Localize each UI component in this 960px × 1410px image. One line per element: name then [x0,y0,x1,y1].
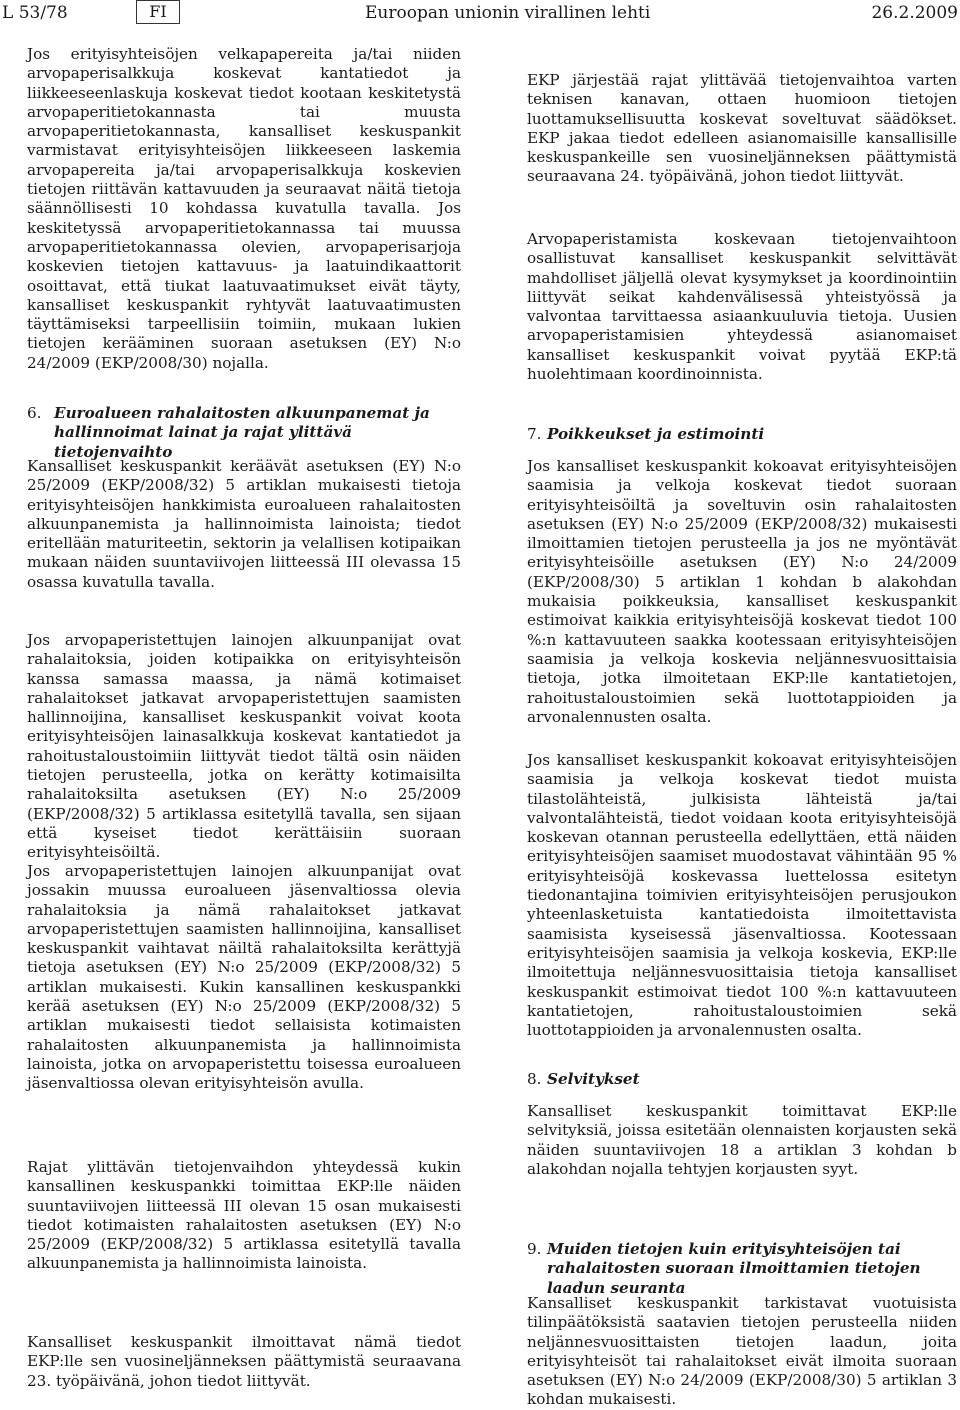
section-6-heading [27,404,461,462]
page-number: L 53/78 [2,3,68,23]
section-7-heading [527,425,957,444]
section-title: Poikkeukset ja estimointi [547,425,765,443]
right-paragraph-6 [527,1294,957,1410]
paragraph-text: Kansalliset keskuspankit ilmoittavat nämä tiedot EKP:lle sen vuosineljänneksen päättymistä seuraavana 23. työpäivänä, johon tiedot liittyvät. [27,1333,461,1390]
section-number: 7. [527,425,542,443]
left-paragraph-6 [27,1333,461,1391]
section-number: 8. [527,1070,542,1088]
left-paragraph-3 [27,631,461,863]
journal-title: Euroopan unionin virallinen lehti [365,3,651,23]
publication-date: 26.2.2009 [871,3,958,23]
section-number: 9. [527,1240,542,1258]
section-title: Muiden tietojen kuin erityisyhteisöjen tai rahalaitosten suoraan ilmoittamien tietojen laadun seuranta [547,1240,921,1297]
paragraph-text: Kansalliset keskuspankit toimittavat EKP:lle selvityksiä, joissa esitetään olennaisten korjausten sekä näiden suuntaviivojen 18 a artiklan 3 kohdan b alakohdan nojalla tehtyjen korjausten syyt. [527,1102,957,1178]
left-paragraph-5 [27,1158,461,1274]
left-paragraph-2 [27,457,461,592]
paragraph-text: Jos kansalliset keskuspankit kokoavat erityisyhteisöjen saamisia ja velkoja koskevat tiedot suoraan erityisyhteisöiltä ja soveltuvin osin rahalaitosten asetuksen (EY) N:o 25/2009 (EKP/2008/32) mukaisesti ilmoittamien tietojen perusteella ja jos ne myöntävät erityisyhteisöille asetuksen (EY) N:o 24/2009 (EKP/2008/30) 5 artiklan 1 kohdan b alakohdan mukaisia poikkeuksia, kansalliset keskuspankit estimoivat kaikkia erityisyhteisöjä koskevat tiedot 100 %:n kattavuuteen saakka kootessaan erityisyhteisöjen saamisia ja velkoja koskevia neljännesvuosittaisia tietoja, jotka ilmoitetaan EKP:lle kantatietojen, rahoitustaloustoimien sekä luottotappioiden ja arvonalennusten osalta. [527,457,957,726]
section-title: Selvitykset [547,1070,640,1088]
language-badge: FI [136,0,180,24]
section-9-heading [527,1240,957,1298]
paragraph-text: EKP järjestää rajat ylittävää tietojenvaihtoa varten teknisen kanavan, ottaen huomioon tietojen luottamuksellisuutta koskevat soveltuvat säädökset. EKP jakaa tiedot edelleen asianomaisille kansallisille keskuspankeille sen vuosineljänneksen päättymistä seuraavana 24. työpäivänä, johon tiedot liittyvät. [527,71,957,186]
paragraph-text: Arvopaperistamista koskevaan tietojenvaihtoon osallistuvat kansalliset keskuspankit selvittävät mahdolliset jäljellä olevat kysymykset ja koordinointiin liittyvät seikat kahdenvälisessä yhteistyössä ja valvontaa tarvittaessa asiaankuuluvia tietoja. Uusien arvopaperistamisien yhteydessä asianomaiset kansalliset keskuspankit voivat pyytää EKP:tä huolehtimaan koordinoinnista. [527,230,957,384]
paragraph-text: Jos arvopaperistettujen lainojen alkuunpanijat ovat jossakin muussa euroalueen jäsenvaltiossa olevia rahalaitoksia ja nämä rahalaitokset jatkavat arvopaperistettujen saamisten hallinnoijina, kansalliset keskuspankit vaihtavat näiltä rahalaitoksilta kerättyjä tietoja asetuksen (EY) N:o 25/2009 (EKP/2008/32) 5 artiklan mukaisesti. Kukin kansallinen keskuspankki kerää asetuksen (EY) N:o 25/2009 (EKP/2008/32) 5 artiklan mukaisesti tiedot sellaisista kotimaisten rahalaitosten alkuunpanemista ja hallinnoimista lainoista, jotka on arvopaperistettu toisessa euroalueen jäsenvaltiossa olevan erityisyhteisön avulla. [27,862,461,1093]
right-paragraph-3 [527,457,957,727]
paragraph-text: Rajat ylittävän tietojenvaihdon yhteydessä kukin kansallinen keskuspankki toimittaa EKP:lle näiden suuntaviivojen liitteessä III olevan 15 osan mukaisesti tiedot kotimaisten rahalaitosten asetuksen (EY) N:o 25/2009 (EKP/2008/32) 5 artiklassa esitetyllä tavalla alkuunpanemista ja hallinnoimista lainoista. [27,1158,461,1273]
right-paragraph-4 [527,751,957,1040]
section-8-heading [527,1070,957,1089]
paragraph-text: Jos kansalliset keskuspankit kokoavat erityisyhteisöjen saamisia ja velkoja koskevat tiedot muista tilastolähteistä, julkisista lähteistä ja/tai valvontalähteistä, tiedot voidaan koota erityisyhteisöjä koskevan otannan perusteella edellyttäen, että näiden erityisyhteisöjen saamiset muodostavat vähintään 95 % erityisyhteisöjä koskevassa luettelossa esitetyn tiedonantajina toimivien erityisyhteisöjen perusjoukon yhteenlasketuista kantatiedoista ilmoitettavista saamisista kyseisessä jäsenvaltiossa. Kootessaan erityisyhteisöjen saamisia ja velkoja koskevia, EKP:lle ilmoitettuja neljännesvuosittaisia tietoja kansalliset keskuspankit estimoivat tiedot 100 %:n kattavuuteen kantatietojen, rahoitustaloustoimien sekä luottotappioiden ja arvonalennusten osalta. [527,751,957,1040]
right-paragraph-2 [527,230,957,384]
paragraph-text: Kansalliset keskuspankit tarkistavat vuotuisista tilinpäätöksistä saatavien tietojen perusteella niiden neljännesvuosittaisten tietojen laadun, joita erityisyhteisöt tai rahalaitokset eivät ilmoita suoraan asetuksen (EY) N:o 24/2009 (EKP/2008/30) 5 artiklan 3 kohdan mukaisesti. [527,1294,957,1409]
right-paragraph-5 [527,1102,957,1179]
right-paragraph-1 [527,71,957,187]
section-title: Euroalueen rahalaitosten alkuunpanemat ja hallinnoimat lainat ja rajat ylittävä tietojenvaihto [54,404,430,461]
left-paragraph-1 [27,45,461,373]
left-paragraph-4 [27,862,461,1094]
page-header [0,0,960,30]
paragraph-text: Jos arvopaperistettujen lainojen alkuunpanijat ovat rahalaitoksia, joiden kotipaikka on erityisyhteisön kanssa samassa maassa, ja nämä kotimaiset rahalaitokset jatkavat arvopaperistettujen saamisten hallinnoijina, kansalliset keskuspankit voivat koota erityisyhteisöjen lainasalkkuja koskevat kantatiedot ja rahoitustaloustoimiin liittyvät tiedot tältä osin näiden tietojen perusteella, jotka on kerätty kotimaisilta rahalaitoksilta asetuksen (EY) N:o 25/2009 (EKP/2008/32) 5 artiklassa esitetyllä tavalla, sen sijaan että kyseiset tiedot kerättäisiin suoraan erityisyhteisöiltä. [27,631,461,862]
paragraph-text: Kansalliset keskuspankit keräävät asetuksen (EY) N:o 25/2009 (EKP/2008/32) 5 artiklan mukaisesti tietoja erityisyhteisöjen hankkimista euroalueen rahalaitosten alkuunpanemista ja hallinnoimista lainoista; tiedot eritellään maturiteetin, sektorin ja velallisen kotipaikan mukaan näiden suuntaviivojen liitteessä III olevassa 15 osassa kuvatulla tavalla. [27,457,461,591]
section-number: 6. [27,404,42,422]
paragraph-text: Jos erityisyhteisöjen velkapapereita ja/tai niiden arvopaperisalkkuja koskevat kantatiedot ja liikkeeseenlaskuja koskevat tiedot kootaan keskitetystä arvopaperitietokannasta tai muusta arvopaperitietokannasta, kansalliset keskuspankit varmistavat erityisyhteisöjen liikkeeseen laskemia arvopapereita ja/tai arvopaperisalkkuja koskevien tietojen riittävän kattavuuden ja seuraavat näitä tietoja säännöllisesti 10 kohdassa kuvatulla tavalla. Jos keskitetyssä arvopaperitietokannassa tai muussa arvopaperitietokannassa olevien, arvopaperisarjoja koskevien tietojen kattavuus- ja laatuindikaattorit osoittavat, että tiukat laatuvaatimukset eivät täyty, kansalliset keskuspankit ryhtyvät laatuvaatimusten täyttämiseksi tarpeellisiin toimiin, mukaan lukien tietojen kerääminen suoraan asetuksen (EY) N:o 24/2009 (EKP/2008/30) nojalla. [27,45,461,372]
